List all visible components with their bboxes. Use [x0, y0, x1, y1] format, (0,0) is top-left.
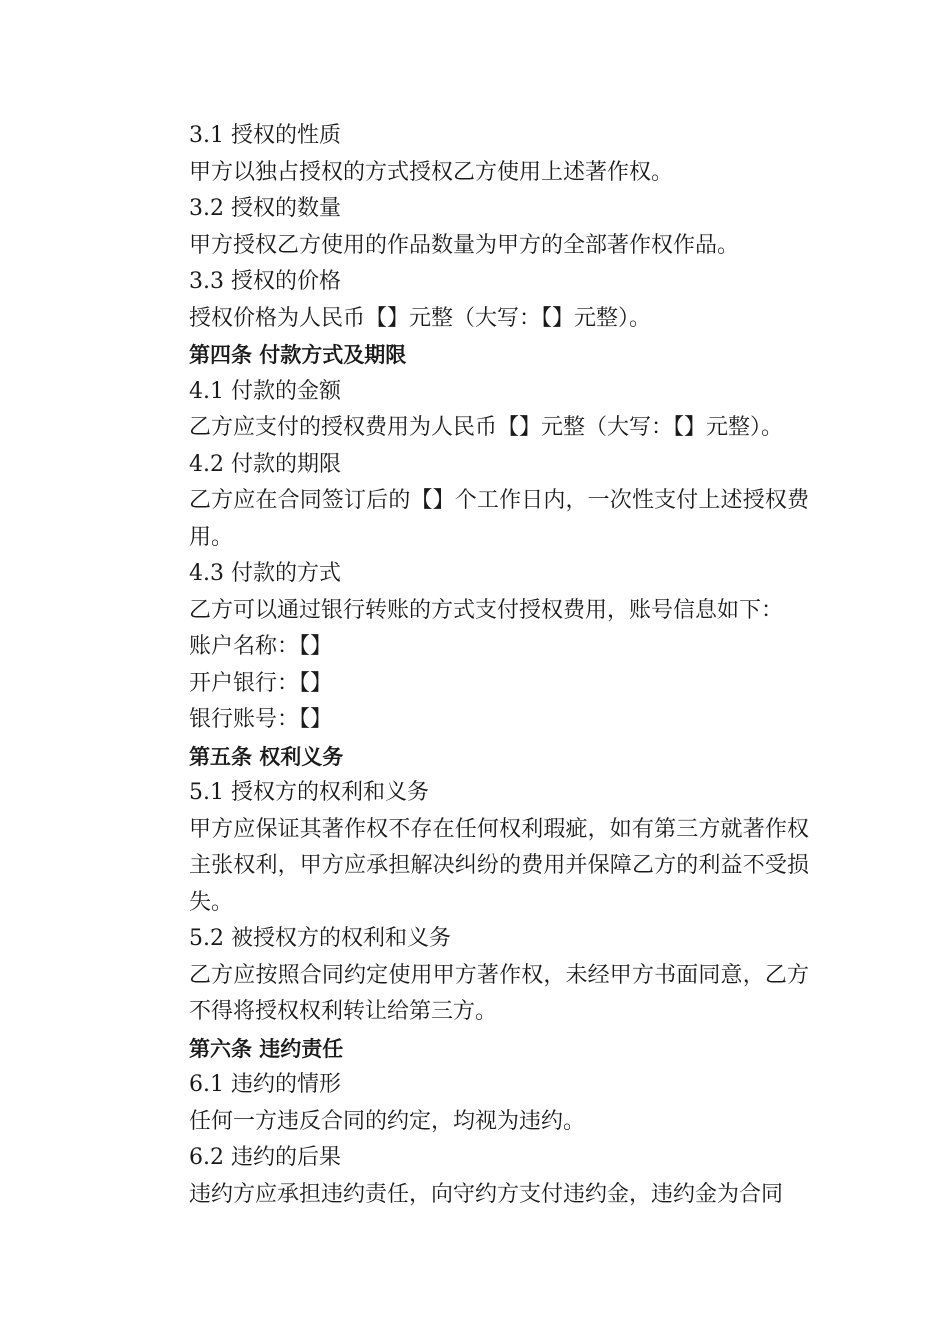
clause-4-2-title: 4.2 付款的期限 [189, 451, 341, 477]
clause-6-2-text: 违约方应承担违约责任，向守约方支付违约金，违约金为合同 [189, 1181, 784, 1207]
clause-4-3-text: 乙方可以通过银行转账的方式支付授权费用，账号信息如下： [189, 597, 784, 623]
clause-5-1-title: 5.1 授权方的权利和义务 [189, 780, 429, 805]
clause-3-3-title: 3.3 授权的价格 [189, 269, 341, 294]
clause-4-1-text: 乙方应支付的授权费用为人民币【】元整（大写：【】元整）。 [189, 415, 784, 440]
clause-4-1-title: 4.1 付款的金额 [189, 378, 341, 404]
article-5-heading: 第五条 权利义务 [189, 744, 344, 769]
article-4-heading: 第四条 付款方式及期限 [189, 343, 407, 367]
clause-6-1-text: 任何一方违反合同的约定，均视为违约。 [189, 1108, 586, 1134]
clause-4-3-title: 4.3 付款的方式 [189, 561, 341, 586]
clause-5-2-title: 5.2 被授权方的权利和义务 [189, 926, 451, 951]
clause-5-1-text: 甲方应保证其著作权不存在任何权利瑕疵，如有第三方就著作权主张权利，甲方应承担解决纠纷的费用并保障乙方的利益不受损失。 [189, 816, 809, 915]
bank-name: 开户银行：【】 [189, 670, 333, 696]
clause-3-1-title: 3.1 授权的性质 [189, 123, 341, 148]
clause-5-2-text: 乙方应按照合同约定使用甲方著作权，未经甲方书面同意，乙方不得将授权权利转让给第三方。 [189, 962, 809, 1024]
clause-3-3-text: 授权价格为人民币【】元整（大写：【】元整）。 [189, 305, 652, 331]
article-6-heading: 第六条 违约责任 [189, 1036, 344, 1061]
document-body [144, 118, 809, 1213]
clause-3-2-text: 甲方授权乙方使用的作品数量为甲方的全部著作权作品。 [189, 232, 740, 258]
clause-3-1-text: 甲方以独占授权的方式授权乙方使用上述著作权。 [189, 159, 674, 185]
account-number: 银行账号：【】 [189, 707, 333, 732]
account-name: 账户名称：【】 [189, 634, 333, 659]
clause-4-2-text: 乙方应在合同签订后的【】个工作日内，一次性支付上述授权费用。 [189, 488, 809, 550]
clause-3-2-title: 3.2 授权的数量 [189, 196, 341, 221]
clause-6-1-title: 6.1 违约的情形 [189, 1072, 341, 1097]
clause-6-2-title: 6.2 违约的后果 [189, 1145, 341, 1170]
